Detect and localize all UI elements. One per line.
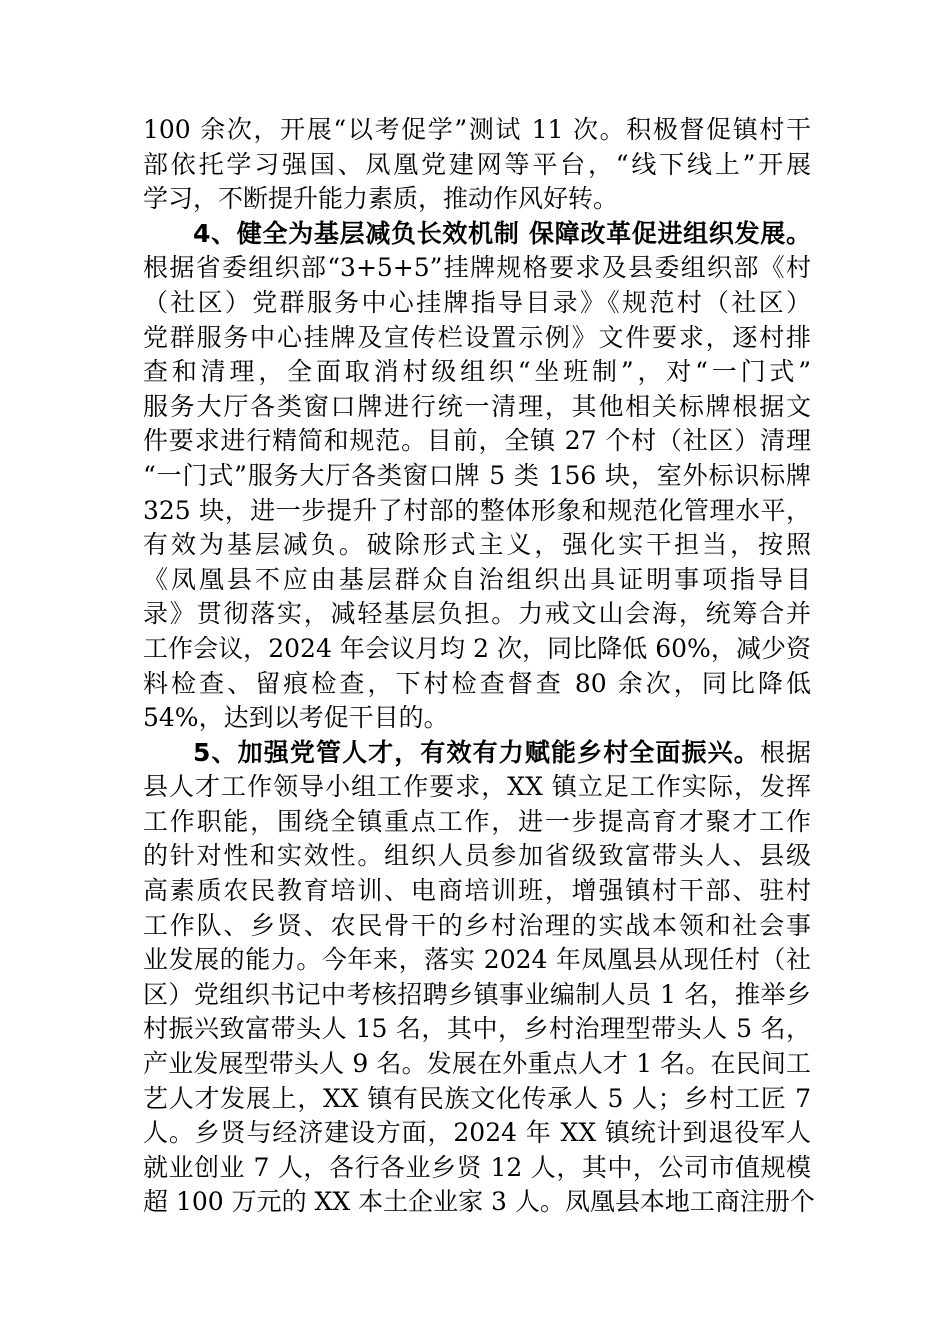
text-line: 54%，达到以考促干目的。 xyxy=(143,703,449,733)
text-line: 人。乡贤与经济建设方面，2024 年 XX 镇统计到退役军人 xyxy=(143,1118,811,1148)
text-line: 工作会议，2024 年会议月均 2 次，同比降低 60%，减少资 xyxy=(143,633,811,663)
paragraph-continuation xyxy=(143,113,811,217)
text-line: 工作职能，围绕全镇重点工作，进一步提高育才聚才工作 xyxy=(143,806,811,836)
text-line: 区）党组织书记中考核招聘乡镇事业编制人员 1 名，推举乡 xyxy=(143,979,811,1009)
section-5-paragraph xyxy=(143,736,815,1220)
text-line: 超 100 万元的 XX 本土企业家 3 人。凤凰县本地工商注册个 xyxy=(143,1187,815,1217)
section-5-first-line xyxy=(143,736,811,771)
section-4-paragraph xyxy=(143,217,811,736)
document-body xyxy=(143,113,815,1220)
text-line: 部依托学习强国、凤凰党建网等平台，“线下线上”开展 xyxy=(143,149,811,179)
text-line: 业发展的能力。今年来，落实 2024 年凤凰县从现任村（社 xyxy=(143,945,811,975)
text-line: 325 块，进一步提升了村部的整体形象和规范化管理水平， xyxy=(143,495,811,525)
text-line: 录》贯彻落实，减轻基层负担。力戒文山会海，统筹合并 xyxy=(143,599,811,629)
section-4-heading: 4、健全为基层减负长效机制 保障改革促进组织发展。 xyxy=(193,218,811,248)
text-line: 就业创业 7 人，各行各业乡贤 12 人，其中，公司市值规模 xyxy=(143,1152,811,1182)
text-line: 有效为基层减负。破除形式主义，强化实干担当，按照 xyxy=(143,530,811,560)
text-line: 《凤凰县不应由基层群众自治组织出具证明事项指导目 xyxy=(143,564,811,594)
text-line: 艺人才发展上，XX 镇有民族文化传承人 5 人；乡村工匠 7 xyxy=(143,1083,811,1113)
text-line: 工作队、乡贤、农民骨干的乡村治理的实战本领和社会事 xyxy=(143,910,811,940)
text-line: 高素质农民教育培训、电商培训班，增强镇村干部、驻村 xyxy=(143,876,811,906)
text-line: 查和清理，全面取消村级组织“坐班制”，对“一门式” xyxy=(143,357,811,387)
section-5-heading-tail: 根据 xyxy=(759,737,811,767)
text-line: 党群服务中心挂牌及宣传栏设置示例》文件要求，逐村排 xyxy=(143,322,811,352)
text-line: 料检查、留痕检查，下村检查督查 80 余次，同比降低 xyxy=(143,668,811,698)
text-line: 村振兴致富带头人 15 名，其中，乡村治理型带头人 5 名， xyxy=(143,1014,811,1044)
text-line: “一门式”服务大厅各类窗口牌 5 类 156 块，室外标识标牌 xyxy=(143,460,811,490)
text-line: 产业发展型带头人 9 名。发展在外重点人才 1 名。在民间工 xyxy=(143,1049,811,1079)
text-line: 100 余次，开展“以考促学”测试 11 次。积极督促镇村干 xyxy=(143,115,811,144)
text-line: （社区）党群服务中心挂牌指导目录》《规范村（社区） xyxy=(143,287,811,317)
text-line: 服务大厅各类窗口牌进行统一清理，其他相关标牌根据文 xyxy=(143,391,811,421)
text-line: 根据省委组织部“3+5+5”挂牌规格要求及县委组织部《村 xyxy=(143,253,811,283)
text-line: 学习，不断提升能力素质，推动作风好转。 xyxy=(143,184,619,214)
text-line: 县人才工作领导小组工作要求，XX 镇立足工作实际，发挥 xyxy=(143,772,811,802)
text-line: 的针对性和实效性。组织人员参加省级致富带头人、县级 xyxy=(143,841,811,871)
section-5-heading: 5、加强党管人才，有效有力赋能乡村全面振兴。 xyxy=(193,737,760,767)
text-line: 件要求进行精简和规范。目前，全镇 27 个村（社区）清理 xyxy=(143,426,811,456)
